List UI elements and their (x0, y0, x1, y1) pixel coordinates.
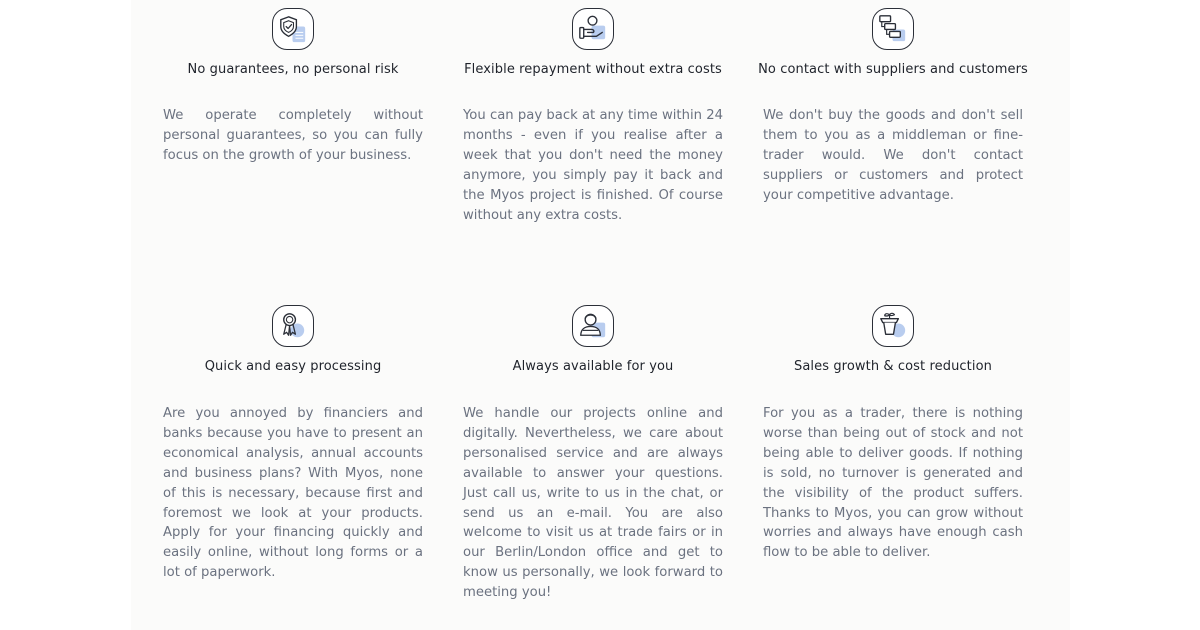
feature-description: Are you annoyed by financiers and banks because you have to present an economical analysis, annual accounts and business plans? With Myos, none of this is necessary, because first and foremost we look at your products. Apply for your financing quickly and easily online, without long forms or a lot of paperwork. (163, 406, 423, 581)
award-icon (272, 305, 314, 347)
feature-title: Always available for you (512, 359, 674, 374)
shield-icon (272, 8, 314, 50)
plant-growth-icon (872, 305, 914, 347)
feature-description: We handle our projects online and digitally. Nevertheless, we care about personalised service and are always available to answer your questions. Just call us, write to us in the chat, or send us an e-mail. You are also welcome to visit us at trade fairs or in our Berlin/London office and get to know us personally, we look forward to meeting you! (463, 406, 723, 601)
feature-description: We operate completely without personal guarantees, so you can fully focus on the growth of your business. (163, 108, 423, 163)
feature-description: You can pay back at any time within 24 months - even if you realise after a week that you don't need the money anymore, you simply pay it back and the Myos project is finished. Of course without any extra costs. (463, 108, 723, 223)
feature-description: For you as a trader, there is nothing worse than being out of stock and not being able to deliver goods. If nothing is sold, no turnover is generated and the visibility of the product suffers. Thanks to Myos, you can grow without worries and always have enough cash flow to be able to deliver. (763, 406, 1023, 561)
repayment-icon (572, 8, 614, 50)
feature-title: No contact with suppliers and customers (758, 62, 1028, 77)
boxes-icon (872, 8, 914, 50)
feature-title: Flexible repayment without extra costs (464, 62, 722, 77)
feature-description: We don't buy the goods and don't sell them to you as a middleman or fine-trader would. We don't contact suppliers or customers and protect your competitive advantage. (763, 108, 1023, 203)
feature-title: No guarantees, no personal risk (187, 62, 399, 77)
feature-title: Quick and easy processing (204, 359, 382, 374)
support-agent-icon (572, 305, 614, 347)
feature-title: Sales growth & cost reduction (794, 359, 992, 374)
